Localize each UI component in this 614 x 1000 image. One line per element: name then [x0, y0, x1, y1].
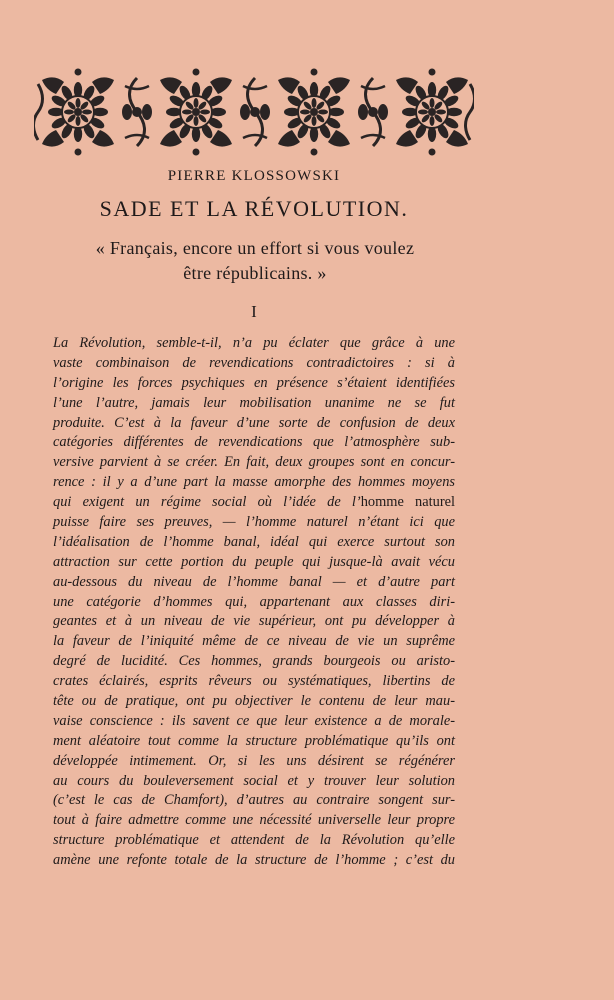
rosette-1: [42, 69, 114, 156]
body-line-19: tête ou de pratique, ont pu objectiver le contenu de leur mau-: [53, 693, 455, 710]
rosette-3: [278, 69, 350, 156]
upright-phrase: homme naturel: [360, 494, 456, 511]
epigraph-line-2: être républicains. »: [183, 263, 327, 283]
body-line-6: catégories différentes de revendications que l’atmosphère sub-: [53, 434, 455, 451]
edge-scroll-1: [34, 84, 43, 140]
section-number: I: [251, 302, 257, 321]
scroll-ornament-1: [122, 78, 152, 146]
body-paragraph: [53, 334, 455, 871]
body-line-12: attraction sur cette portion du peuple qui jusque-là avait vécu: [53, 553, 455, 570]
scroll-ornament-3: [358, 78, 388, 146]
body-line-2: vaste combinaison de revendications contradictoires : si à: [53, 354, 455, 371]
body-line-25: tout à faire admettre comme une nécessité universelle leur propre: [53, 812, 455, 829]
body-line-16: la faveur de l’iniquité même de ce niveau de vie un suprême: [53, 633, 455, 650]
body-line-14: une catégorie d’hommes qui, appartenant aux classes diri-: [53, 593, 455, 610]
body-line-24: (c’est le cas de Chamfort), d’autres au contraire songent sur-: [53, 792, 455, 809]
body-line-15: geantes et à un niveau de vie supérieur, ont pu développer à: [53, 613, 455, 630]
body-line-4: l’une l’autre, jamais leur mobilisation unanime ne se fut: [53, 394, 455, 411]
body-line-7: versive parvient à se créer. En fait, deux groupes sont en concur-: [53, 454, 455, 471]
body-line-21: ment aléatoire tout comme la structure problématique qu’ils ont: [53, 732, 455, 749]
floral-ornament-band: [34, 66, 474, 158]
edge-scroll-2: [466, 84, 475, 140]
rosette-4: [396, 69, 468, 156]
body-line-26: structure problématique et attendent de la Révolution qu’elle: [53, 832, 455, 849]
body-line-20: vaise conscience : ils savent ce que leur existence a de morale-: [53, 712, 455, 729]
body-line-9: [53, 493, 455, 513]
body-line-5: produite. C’est à la faveur d’une sorte de confusion de deux: [53, 414, 455, 431]
body-line-3: l’origine les forces psychiques en présence s’étaient identifiées: [53, 374, 455, 391]
body-line-18: crates éclairés, esprits rêveurs ou systématiques, libertins de: [53, 673, 455, 690]
body-line-1: La Révolution, semble-t-il, n’a pu éclater que grâce à une: [53, 335, 455, 351]
body-line-23: au cours du bouleversement social et y trouver leur solution: [53, 772, 455, 789]
rosette-2: [160, 69, 232, 156]
body-line-10: puisse faire ses preuves, — l’homme naturel n’étant ici que: [53, 514, 455, 531]
body-line-17: degré de lucidité. Ces hommes, grands bourgeois ou aristo-: [53, 653, 455, 670]
body-line-9-text: qui exigent un régime social où l’idée de l’: [53, 494, 361, 511]
article-title: SADE ET LA RÉVOLUTION.: [99, 196, 409, 221]
body-line-8: rence : il y a d’une part la masse amorphe des hommes moyens: [53, 474, 455, 491]
ornament-svg: [34, 66, 474, 158]
body-line-13: au-dessous du niveau de l’homme banal — et d’autre part: [53, 573, 455, 590]
scroll-ornament-2: [240, 78, 270, 146]
body-line-27: amène une refonte totale de la structure de l’homme ; c’est du: [53, 852, 455, 869]
body-line-22: développée intimement. Or, si les uns désirent se régénérer: [53, 752, 455, 769]
epigraph: [42, 236, 468, 286]
body-line-11: l’idéalisation de l’homme banal, idéal qui exerce surtout son: [53, 533, 455, 550]
epigraph-line-1: « Français, encore un effort si vous voulez: [95, 238, 415, 258]
author-name: PIERRE KLOSSOWSKI: [167, 168, 341, 184]
